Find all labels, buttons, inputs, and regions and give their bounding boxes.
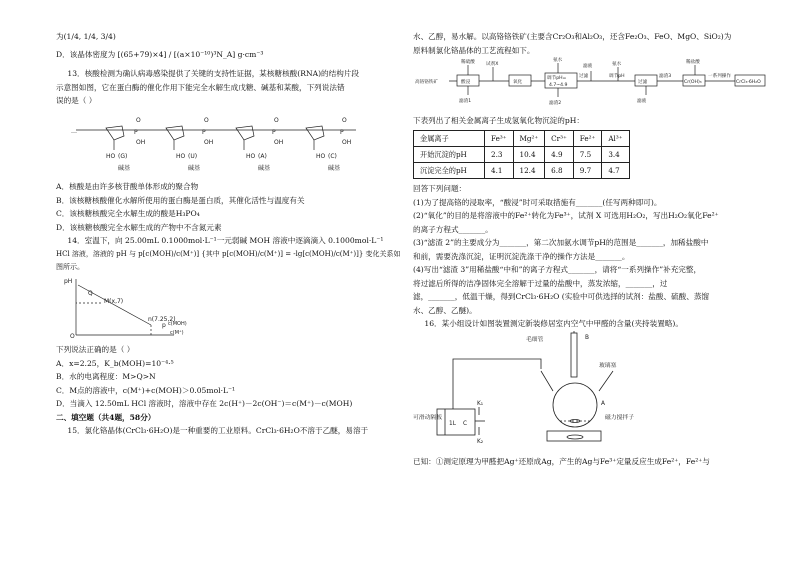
label-c: C [463, 420, 468, 427]
base-caption: 碱基 [258, 164, 271, 172]
label-volume: 1L [449, 420, 456, 427]
flow-filter-step2: 过滤 [638, 80, 648, 85]
flow-leach: 酸浸 [461, 80, 471, 85]
table-cell: 9.7 [573, 163, 602, 179]
question-13-line2: 示意图如图，它在蛋白酶的催化作用下能完全水解生成戊糖、碱基和某酸，下列说法错 [56, 82, 345, 92]
svg-text:HO: HO [176, 152, 186, 160]
table-header-cell: 金属离子 [414, 131, 485, 147]
left-column [56, 30, 406, 438]
question-14-prompt: 下列说法正确的是（ ） [56, 345, 135, 354]
label-slide-partition: 可滑动隔板 [413, 414, 442, 421]
question-15: 15．氯化铬晶体(CrCl₃·6H₂O)是一种重要的工业原料。CrCl₃·6H₂O不溶于乙醚，易溶于 [67, 426, 369, 435]
subquestion-4-cont: 将过滤后所得的洁净固体完全溶解于过量的盐酸中，蒸发浓缩，_______，过 [413, 278, 668, 288]
table-cell: 6.8 [545, 163, 574, 179]
svg-text:OH: OH [136, 138, 146, 146]
svg-text:O: O [342, 116, 347, 124]
ph-graph [56, 275, 216, 339]
base-caption: 碱基 [118, 164, 131, 172]
option-d-13: D．该核糖核酸完全水解生成的产物中不含氮元素 [56, 222, 222, 232]
option-b-14: B．水的电离程度：M>Q>N [56, 372, 156, 381]
flow-oxidation: 氧化 [513, 80, 523, 85]
option-a-14: A．x=2.25，K_b(MOH)=10⁻⁴·⁵ [56, 358, 174, 368]
table-cell: 沉淀完全的pH [414, 163, 485, 179]
flow-dilute-acid: 稀盐酸 [686, 60, 700, 65]
svg-text:O: O [204, 116, 209, 124]
question-13: 13．核酸检测为确认病毒感染提供了关键的支持性证据，某核糖核酸(RNA)的结构片段 [67, 69, 360, 78]
svg-text:O: O [136, 116, 141, 124]
flow-range: 4.7~4.9 [549, 83, 568, 88]
flow-hydroxide: Cr(OH)₃ [684, 80, 702, 85]
apparatus-diagram [413, 331, 768, 451]
flow-ammonia: 氨水 [553, 58, 563, 63]
flow-adjust2: 调节pH [609, 74, 625, 79]
table-header-cell: Cr³⁺ [545, 131, 574, 147]
table-cell: 4.1 [485, 163, 514, 179]
svg-text:…: … [71, 127, 77, 135]
flow-ore: 高铬铬铁矿 [415, 80, 438, 85]
flow-filter-step: 过滤 [579, 74, 589, 79]
x-axis-p: p [162, 321, 166, 329]
y-axis-label: pH [64, 277, 73, 285]
point-q: Q [88, 289, 93, 297]
flow-product: CrCl₃·6H₂O [736, 80, 761, 85]
table-cell: 12.4 [513, 163, 545, 179]
right-column [413, 30, 768, 469]
table-row [414, 147, 630, 163]
label-k2: K₂ [477, 438, 484, 445]
known-conditions: 已知：①测定原理为甲醛把Ag⁺还原成Ag，产生的Ag与Fe³⁺定量反应生成Fe²⁺，Fe²⁺与 [413, 457, 710, 466]
point-n: n(7.25,2) [148, 315, 176, 323]
x-axis-numerator: c(MOH) [168, 320, 187, 327]
point-m: M(x,7) [104, 297, 124, 305]
subquestion-1: (1)为了提高铬的浸取率，“酸浸”时可采取措施有_______(任写两种即可)。 [413, 197, 662, 207]
base-label-u: (U) [188, 152, 198, 160]
table-intro: 下表列出了相关金属离子生成氢氧化物沉淀的pH： [413, 115, 584, 125]
svg-text:HO: HO [316, 152, 326, 160]
svg-text:HO: HO [246, 152, 256, 160]
option-a-13: A．核酸是由许多核苷酸单体形成的聚合物 [56, 182, 199, 191]
table-cell: 4.9 [545, 147, 574, 163]
answer-prompt: 回答下列问题： [413, 184, 467, 193]
table-header-cell: Fe³⁺ [485, 131, 514, 147]
flow-filtrate2: 滤液 [637, 99, 647, 104]
subquestion-3: (3)“滤渣 2”的主要成分为_______，第二次加氨水调节pH的范围是_______，加稀盐酸中 [413, 238, 709, 247]
table-header-cell: Fe²⁺ [573, 131, 602, 147]
label-a: A [601, 400, 605, 407]
question-14-line2: HCl 溶液，溶液的 pH 与 p[c(MOH)/c(M⁺)] {其中 p[c(MOH)/c(M⁺)] = -lg[c(MOH)/c(M⁺)]} 变化关系如图所示。 [56, 249, 401, 271]
table-row [414, 131, 630, 147]
question-16: 16．某小组设计如图装置测定新装修居室内空气中甲醛的含量(夹持装置略)。 [424, 319, 683, 328]
base-caption: 碱基 [188, 164, 201, 172]
option-c-13: C．该核糖核酸完全水解生成的酸是H₃PO₄ [56, 209, 200, 218]
question-13-line3: 误的是（ ） [56, 96, 97, 105]
subquestion-3-cont: 和前，需要洗涤沉淀，证明沉淀洗涤干净的操作方法是_______。 [413, 251, 630, 261]
svg-text:OH: OH [274, 138, 284, 146]
svg-text:P: P [202, 128, 206, 136]
subquestion-4-cont2: 滤，_______，低温干燥，得到CrCl₃·6H₂O (实验中可供选择的试剂：盐酸、硫酸、蒸馏 [413, 292, 710, 301]
origin-label: O [70, 332, 75, 339]
table-cell: 2.3 [485, 147, 514, 163]
subquestion-4-cont3: 水、乙醇、乙醚)。 [413, 305, 477, 315]
svg-text:O: O [274, 116, 279, 124]
flow-series: 一系列操作 [708, 74, 731, 79]
label-b: B [585, 334, 589, 341]
svg-text:P: P [340, 128, 344, 136]
option-b-13: B．该核糖核酸催化水解所使用的蛋白酶是蛋白质，其催化活性与温度有关 [56, 195, 305, 205]
svg-text:P: P [134, 128, 138, 136]
flow-adjust: 调节pH= [547, 76, 567, 81]
table-cell: 7.5 [573, 147, 602, 163]
question-15-cont2: 原料制氯化铬晶体的工艺流程如下。 [413, 45, 535, 55]
question-15-cont: 水、乙醇，易水解。以高铬铬铁矿(主要含Cr₂O₃和Al₂O₃，还含Fe₂O₃、FeO、MgO、SiO₂)为 [413, 32, 732, 41]
table-header-cell: Al³⁺ [602, 131, 629, 147]
x-axis-denominator: c(M⁺) [170, 329, 184, 336]
flow-reagent-x: 试剂X [486, 62, 499, 67]
section-heading: 二、填空题（共4题，58分） [56, 412, 156, 422]
precipitation-table [413, 130, 630, 179]
svg-text:HO: HO [106, 152, 116, 160]
flow-filter3: 滤渣3 [659, 74, 672, 79]
svg-text:OH: OH [204, 138, 214, 146]
label-stirrer: 磁力搅拌子 [605, 414, 634, 421]
flow-filter2: 滤渣2 [549, 101, 562, 106]
base-label-g: (G) [118, 152, 128, 160]
subquestion-2: (2)“氧化”的目的是将溶液中的Fe²⁺转化为Fe³⁺，试剂 X 可选用H₂O₂，写出H₂O₂氧化Fe²⁺ [413, 211, 719, 220]
subquestion-2-cont: 的离子方程式_______。 [413, 224, 493, 234]
table-row [414, 163, 630, 179]
table-cell: 3.4 [602, 147, 629, 163]
question-14: 14．室温下，向 25.00mL 0.1000mol·L⁻¹一元弱碱 MOH 溶液中逐滴滴入 0.1000mol·L⁻¹ [67, 236, 384, 245]
label-stopper: 玻璃塞 [599, 362, 617, 369]
label-k1: K₁ [477, 400, 484, 407]
table-cell: 4.7 [602, 163, 629, 179]
subquestion-4: (4)写出“滤渣 3”用稀盐酸“中和”的离子方程式_______，请将“一系列操作”补充完整， [413, 265, 702, 274]
base-caption: 碱基 [328, 164, 341, 172]
option-d-14: D．当滴入 12.50mL HCl 溶液时，溶液中存在 2c(H⁺)－2c(OH⁻)＝c(M⁺)－c(MOH) [56, 399, 353, 408]
flow-filtrate: 滤液 [583, 64, 593, 69]
process-flow-diagram [413, 57, 768, 109]
table-cell: 10.4 [513, 147, 545, 163]
svg-text:OH: OH [342, 138, 352, 146]
table-header-cell: Mg²⁺ [513, 131, 545, 147]
label-capillary: 毛细管 [526, 336, 544, 343]
option-c-14: C．M点的溶液中，c(M⁺)+c(MOH)＞0.05mol·L⁻¹ [56, 385, 236, 395]
svg-text:P: P [272, 128, 276, 136]
table-cell: 开始沉淀的pH [414, 147, 485, 163]
text-line: 为(1/4, 1/4, 3/4) [56, 32, 116, 41]
option-d-13-prev: D．该晶体密度为 [(65+79)×4] / [(a×10⁻¹⁰)³N_A] g·cm⁻³ [56, 49, 264, 59]
flow-filter1: 滤渣1 [459, 99, 472, 104]
base-label-a: (A) [258, 152, 267, 160]
base-label-c: (C) [328, 152, 337, 160]
flow-acid: 稀硫酸 [461, 60, 475, 65]
flow-ammonia2: 氨水 [612, 62, 622, 67]
rna-structure-diagram [56, 108, 406, 176]
